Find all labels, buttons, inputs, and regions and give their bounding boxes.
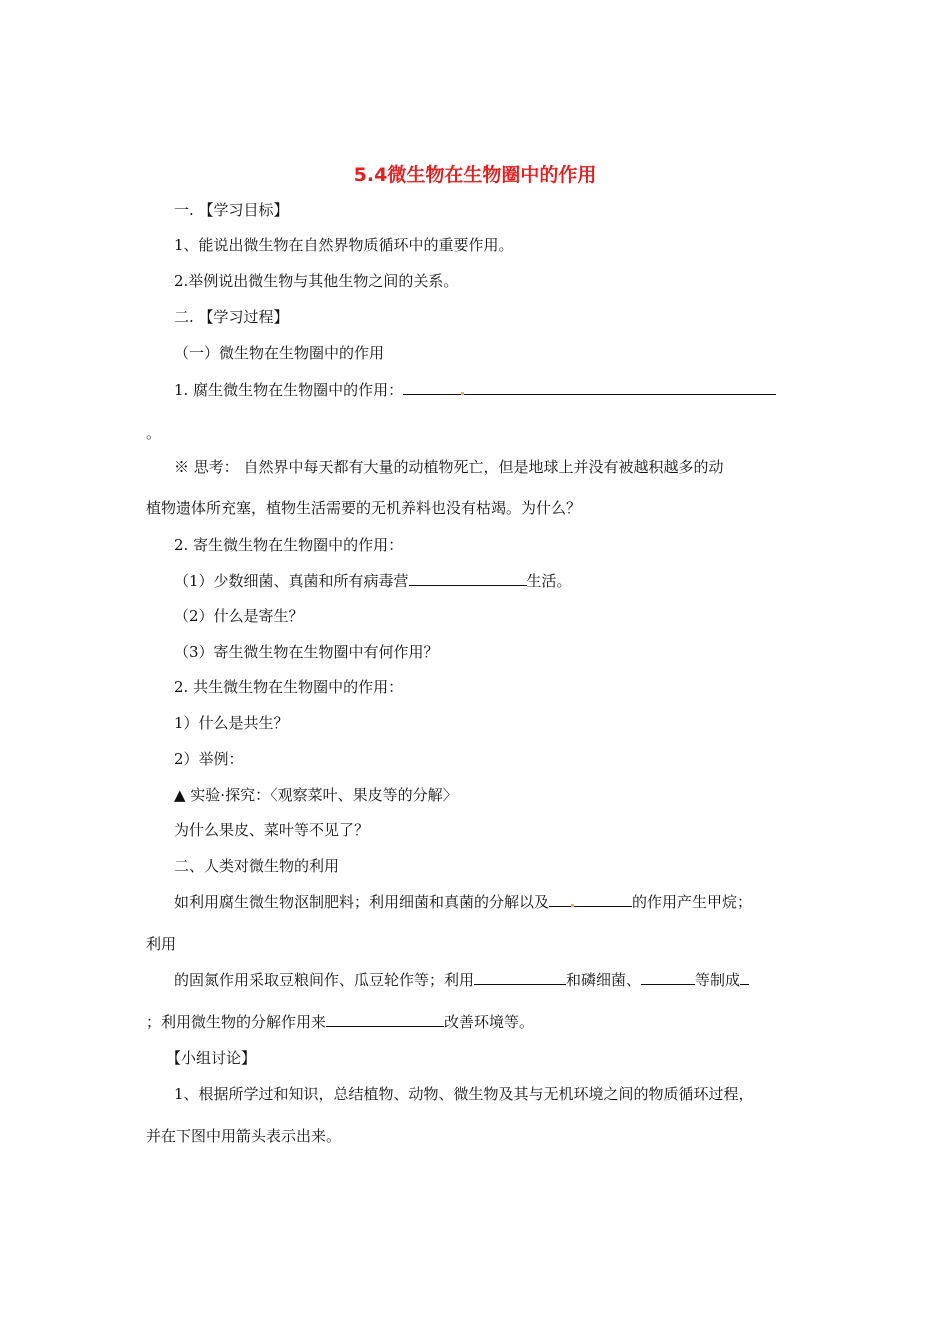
human-use-line-3-c: 等制成 <box>695 971 741 989</box>
human-use-line-2: 利用 <box>146 935 177 953</box>
page-title: 5.4微生物在生物圈中的作用 <box>353 164 597 186</box>
answer-blank[interactable] <box>464 380 776 395</box>
human-use-line-3 <box>174 970 749 990</box>
human-use-line-3-b: 和磷细菌、 <box>566 971 642 989</box>
question-parasitic-2: （2）什么是寄生？ <box>174 607 304 625</box>
question-parasitic-1-pre: （1）少数细菌、真菌和所有病毒营 <box>174 572 409 590</box>
think-line-1: ※ 思考： 自然界中每天都有大量的动植物死亡，但是地球上并没有被越积越多的动 <box>174 458 724 476</box>
question-saprophytic-end: 。 <box>146 424 162 442</box>
answer-blank[interactable] <box>549 892 571 907</box>
think-line-2: 植物遗体所充塞，植物生活需要的无机养料也没有枯竭。为什么？ <box>146 499 582 517</box>
section-heading-objectives: 一. 【学习目标】 <box>174 201 289 219</box>
discussion-line-2: 并在下图中用箭头表示出来。 <box>146 1127 342 1145</box>
section-heading-human-use: 二、人类对微生物的利用 <box>174 857 340 875</box>
human-use-line-4-b: 改善环境等。 <box>444 1013 535 1031</box>
answer-blank[interactable] <box>409 571 527 586</box>
question-symbiotic: 2. 共生微生物在生物圈中的作用： <box>174 678 404 696</box>
answer-blank[interactable] <box>574 892 632 907</box>
question-saprophytic <box>174 380 776 400</box>
objective-item-2: 2.举例说出微生物与其他生物之间的关系。 <box>174 272 459 290</box>
answer-blank[interactable] <box>326 1012 444 1027</box>
answer-blank[interactable] <box>474 970 566 985</box>
answer-blank[interactable] <box>740 970 749 985</box>
objective-item-1: 1、能说出微生物在自然界物质循环中的重要作用。 <box>174 236 514 254</box>
discussion-heading: 【小组讨论】 <box>166 1049 257 1067</box>
subsection-heading-1: （一）微生物在生物圈中的作用 <box>174 344 385 362</box>
question-parasitic-1 <box>174 571 572 591</box>
human-use-line-4-a: ；利用微生物的分解作用来 <box>146 1013 327 1031</box>
question-saprophytic-label: 1. 腐生微生物在生物圈中的作用： <box>174 381 404 399</box>
section-heading-process: 二. 【学习过程】 <box>174 308 289 326</box>
human-use-line-4 <box>146 1012 534 1032</box>
answer-blank[interactable] <box>641 970 695 985</box>
question-parasitic: 2. 寄生微生物在生物圈中的作用： <box>174 536 404 554</box>
human-use-line-1 <box>174 892 752 912</box>
discussion-line-1: 1、根据所学过和知识，总结植物、动物、微生物及其与无机环境之间的物质循环过程， <box>174 1085 754 1103</box>
experiment-question: 为什么果皮、菜叶等不见了？ <box>174 821 370 839</box>
question-symbiotic-2: 2）举例： <box>174 750 244 768</box>
question-symbiotic-1: 1）什么是共生？ <box>174 714 289 732</box>
experiment-title: ▲ 实验·探究：〈观察菜叶、果皮等的分解〉 <box>174 786 458 804</box>
answer-blank[interactable] <box>403 380 461 395</box>
question-parasitic-3: （3）寄生微生物在生物圈中有何作用？ <box>174 643 439 661</box>
human-use-line-3-a: 的固氮作用采取豆粮间作、瓜豆轮作等；利用 <box>174 971 475 989</box>
human-use-line-1-post: 的作用产生甲烷； <box>632 893 753 911</box>
human-use-line-1-pre: 如利用腐生微生物沤制肥料；利用细菌和真菌的分解以及 <box>174 893 550 911</box>
question-parasitic-1-post: 生活。 <box>526 572 572 590</box>
